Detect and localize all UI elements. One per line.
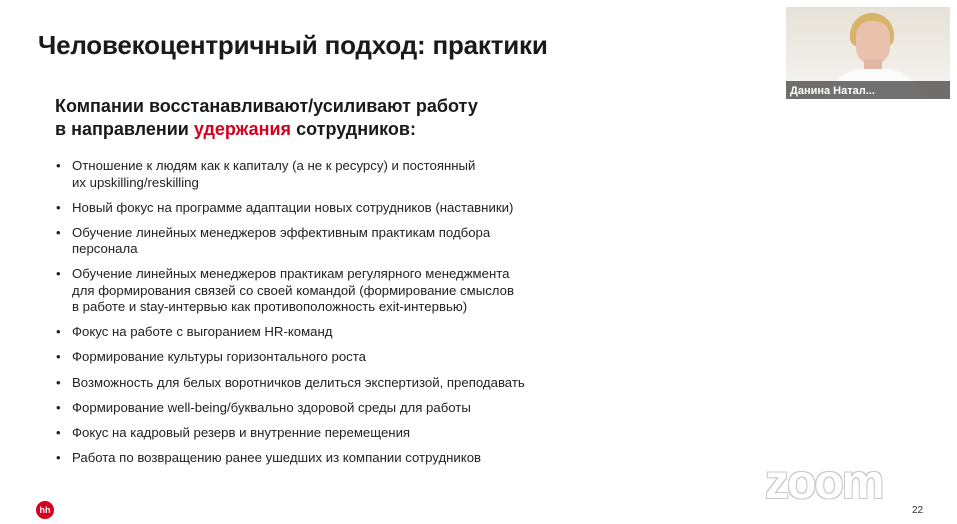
- subtitle-suffix: сотрудников:: [291, 119, 416, 139]
- bullet-item: [55, 200, 615, 217]
- subtitle-line-2: [55, 118, 478, 141]
- bullet-text: • Фокус на работе с выгоранием HR-команд: [72, 324, 333, 340]
- bullet-item: [55, 425, 615, 442]
- bullet-text: для формирования связей со своей командой (формирование смыслов: [72, 282, 514, 298]
- bullet-text: их upskilling/reskilling: [72, 174, 199, 190]
- bullet-text: • Отношение к людям как к капиталу (а не к ресурсу) и постоянный: [72, 158, 476, 173]
- bullet-list: [55, 158, 615, 475]
- bullet-text: • Возможность для белых воротничков делиться экспертизой, преподавать: [72, 374, 525, 390]
- bullet-item: [55, 400, 615, 417]
- bullet-text: • Формирование культуры горизонтального роста: [72, 349, 366, 365]
- bullet-text: • Новый фокус на программе адаптации новых сотрудников (наставники): [72, 199, 514, 215]
- bullet-text: • Работа по возвращению ранее ушедших из компании сотрудников: [72, 449, 482, 465]
- bullet-text: • Обучение линейных менеджеров практикам регулярного менеджмента: [72, 266, 510, 282]
- bullet-text: • Формирование well-being/буквально здоровой среды для работы: [72, 399, 471, 415]
- bullet-text: в работе и stay-интервью как противоположность exit-интервью): [72, 299, 468, 315]
- zoom-watermark-logo: zoom: [765, 456, 883, 509]
- subtitle-accent-word: удержания: [193, 119, 292, 139]
- bullet-item: [55, 450, 615, 467]
- bullet-text: • Фокус на кадровый резерв и внутренние перемещения: [72, 424, 411, 440]
- bullet-item: [55, 349, 615, 366]
- slide-title: Человекоцентричный подход: практики: [38, 30, 548, 60]
- slide-subtitle: [55, 95, 478, 141]
- page-number: 22: [912, 505, 924, 516]
- bullet-text: • Обучение линейных менеджеров эффективным практикам подбора: [72, 224, 491, 240]
- participant-name: Данина Натал...: [790, 85, 875, 97]
- subtitle-line-1: Компании восстанавливают/усиливают работу: [55, 96, 478, 116]
- hh-logo-icon: hh: [36, 501, 54, 519]
- bullet-item: [55, 324, 615, 341]
- bullet-text: персонала: [72, 241, 138, 257]
- bullet-item: [55, 375, 615, 392]
- bullet-item: [55, 225, 615, 258]
- subtitle-prefix: в направлении: [55, 119, 194, 139]
- participant-video-tile[interactable]: [786, 7, 950, 99]
- bullet-item: [55, 158, 615, 191]
- bullet-item: [55, 266, 615, 316]
